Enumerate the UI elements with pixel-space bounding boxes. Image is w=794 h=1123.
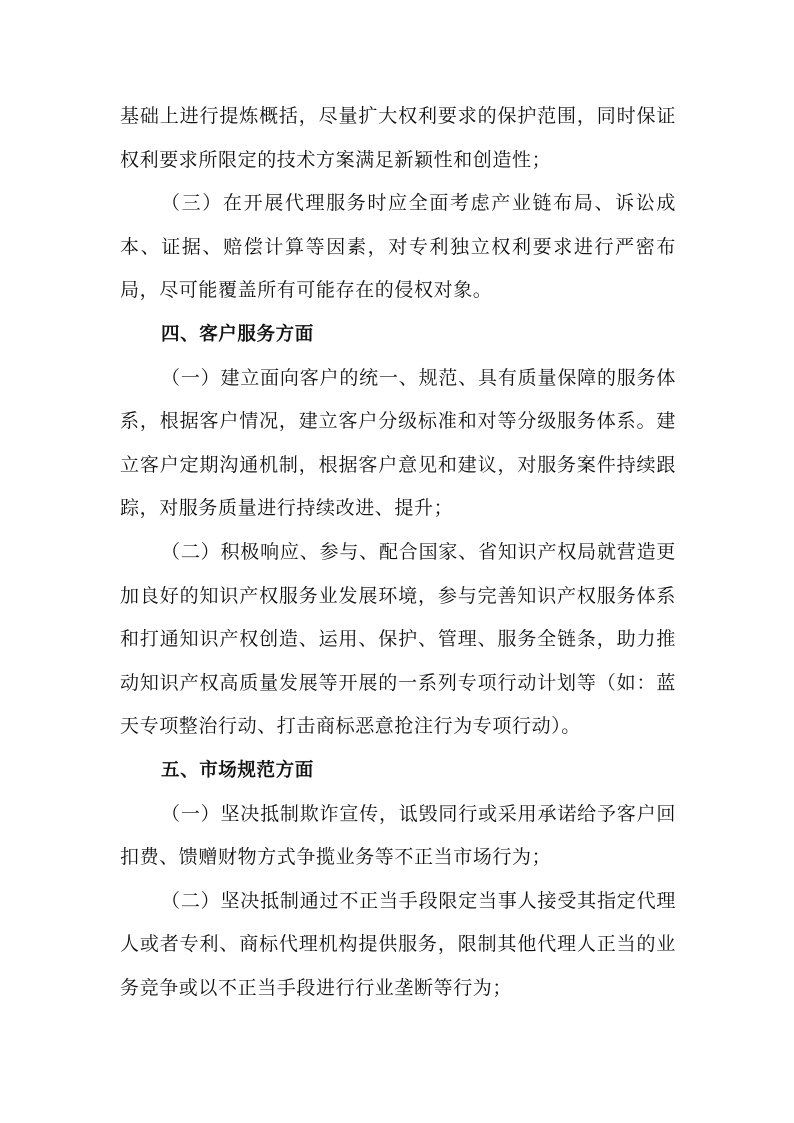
document-page bbox=[0, 0, 794, 1123]
paragraph-continuation: 基础上进行提炼概括，尽量扩大权利要求的保护范围，同时保证权利要求所限定的技术方案满足新颖性和创造性； bbox=[120, 95, 676, 182]
document-body bbox=[120, 95, 676, 1010]
paragraph-item-1: （一）建立面向客户的统一、规范、具有质量保障的服务体系，根据客户情况，建立客户分级标准和对等分级服务体系。建立客户定期沟通机制，根据客户意见和建议，对服务案件持续跟踪，对服务质量进行持续改进、提升； bbox=[120, 357, 676, 531]
section-heading-customer-service: 四、客户服务方面 bbox=[120, 313, 676, 357]
paragraph-item-2: （二）坚决抵制通过不正当手段限定当事人接受其指定代理人或者专利、商标代理机构提供服务，限制其他代理人正当的业务竞争或以不正当手段进行行业垄断等行为； bbox=[120, 880, 676, 1011]
section-heading-market-regulation: 五、市场规范方面 bbox=[120, 749, 676, 793]
paragraph-item-1: （一）坚决抵制欺诈宣传，诋毁同行或采用承诺给予客户回扣费、馈赠财物方式争揽业务等不正当市场行为； bbox=[120, 793, 676, 880]
paragraph-item-3: （三）在开展代理服务时应全面考虑产业链布局、诉讼成本、证据、赔偿计算等因素，对专利独立权利要求进行严密布局，尽可能覆盖所有可能存在的侵权对象。 bbox=[120, 182, 676, 313]
paragraph-item-2: （二）积极响应、参与、配合国家、省知识产权局就营造更加良好的知识产权服务业发展环境，参与完善知识产权服务体系和打通知识产权创造、运用、保护、管理、服务全链条，助力推动知识产权高质量发展等开展的一系列专项行动计划等（如：蓝天专项整治行动、打击商标恶意抢注行为专项行动）。 bbox=[120, 531, 676, 749]
